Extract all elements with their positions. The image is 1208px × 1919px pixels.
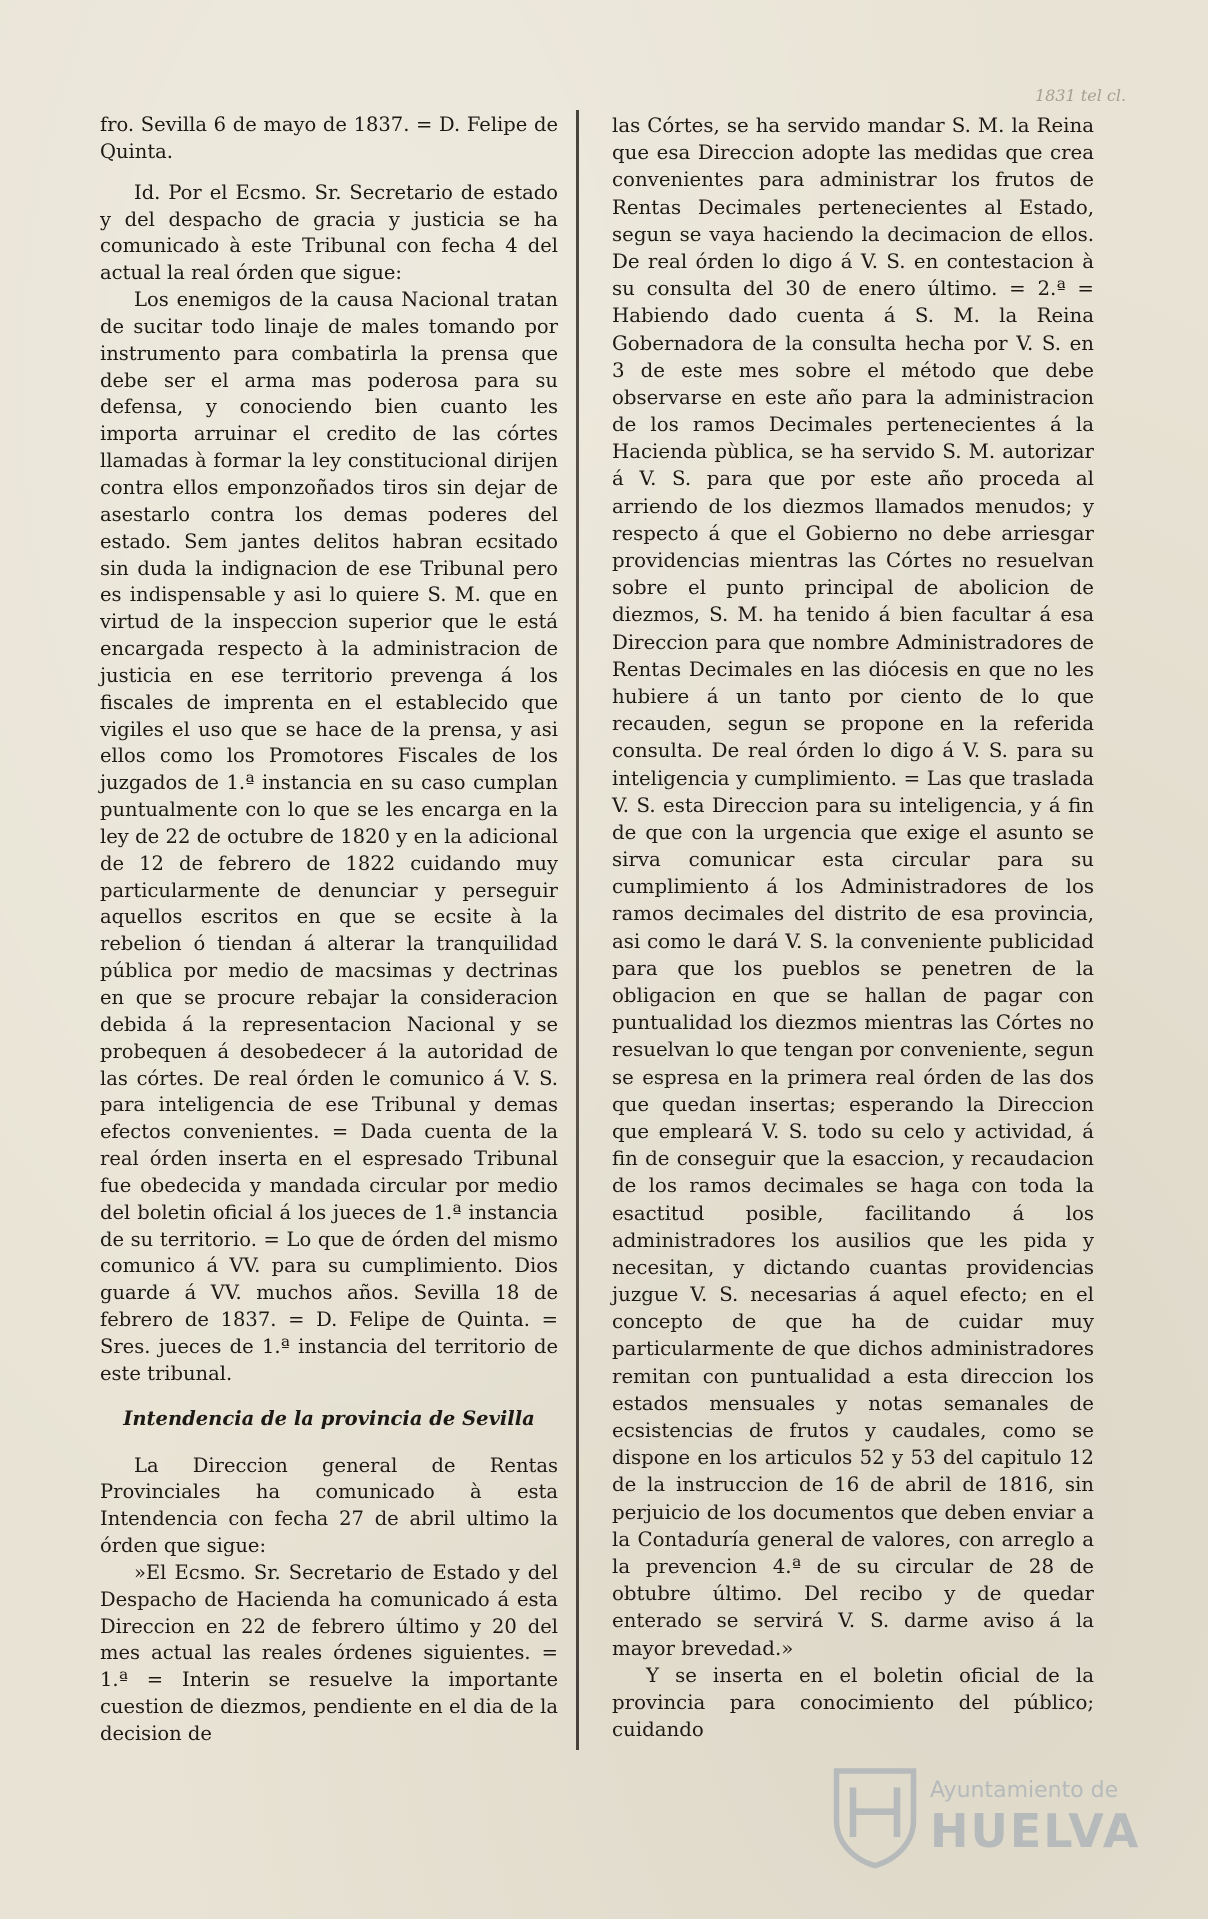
right-column: [612, 112, 1094, 1743]
paragraph: »El Ecsmo. Sr. Secretario de Estado y del Despacho de Hacienda ha comunicado á esta Direccion en 22 de febrero último y 20 del mes actual las reales órdenes siguientes. = 1.ª = Interin se resuelve la importante cuestion de diezmos, pendiente en el dia de la decision de: [100, 1560, 558, 1745]
paragraph: Y se inserta en el boletin oficial de la provincia para conocimiento del público; cuidando: [612, 1663, 1094, 1742]
paragraph: las Córtes, se ha servido mandar S. M. la Reina que esa Direccion adopte las medidas que crea convenientes para administrar los frutos de Rentas Decimales pertenecientes al Estado, segun se vaya haciendo la decimacion de ellos. De real órden lo digo á V. S. en contestacion à su consulta del 30 de enero último. = 2.ª = Habiendo dado cuenta á S. M. la Reina Gobernadora de la consulta hecha por V. S. en 3 de este mes sobre el método que debe observarse en este año para la administracion de los ramos Decimales pertenecientes á la Hacienda pùblica, se ha servido S. M. autorizar á V. S. para que por este año proceda al arriendo de los diezmos llamados menudos; y respecto á que el Gobierno no debe arriesgar providencias mientras las Córtes no resuelvan sobre el punto principal de abolicion de diezmos, S. M. ha tenido á bien facultar á esa Direccion para que nombre Administradores de Rentas Decimales en las diócesis en que no les hubiere á un tanto por ciento de lo que recauden, segun se propone en la referida consulta. De real órden lo digo á V. S. para su inteligencia y cumplimiento. = Las que traslada V. S. esta Direccion para su inteligencia, y á fin de que con la urgencia que exige el asunto se sirva comunicar esta circular para su cumplimiento á los Administradores de los ramos decimales del distrito de esa provincia, asi como le dará V. S. la conveniente publicidad para que los pueblos se penetren de la obligacion en que se hallan de pagar con puntualidad los diezmos mientras las Córtes no resuelvan lo que tengan por conveniente, segun se espresa en la primera real órden de las dos que quedan insertas; esperando la Direccion que empleará V. S. todo su celo y actividad, á fin de conseguir que la esaccion, y recaudacion de los ramos decimales se haga con toda la esactitud posible, facilitando á los administradores los ausilios que les pida y necesitan, y dictando cuantas providencias juzgue V. S. necesarias á aquel efecto; en el concepto de que ha de cuidar muy particularmente de que dichos administradores remitan con puntualidad a esta direccion los estados mensuales y notas semanales de ecsistencias de frutos y caudales, como se dispone en los articulos 52 y 53 del capitulo 12 de la instruccion de 16 de abril de 1816, sin perjuicio de los documentos que deben enviar a la Contaduría general de valores, con arreglo a la prevencion 4.ª de su circular de 28 de obtubre último. Del recibo y de quedar enterado se servirá V. S. darme aviso á la mayor brevedad.»: [612, 114, 1094, 1660]
coat-of-arms-icon: [820, 1760, 930, 1870]
paragraph: fro. Sevilla 6 de mayo de 1837. = D. Felipe de Quinta.: [100, 113, 558, 163]
column-divider: [576, 110, 579, 1750]
watermark: [820, 1760, 1140, 1870]
margin-note: 1831 tel cl.: [1035, 86, 1127, 105]
left-column: [100, 112, 558, 1748]
section-heading: Intendencia de la provincia de Sevilla: [123, 1406, 535, 1430]
paragraph: La Direccion general de Rentas Provinciales ha comunicado à esta Intendencia con fecha 27 de abril ultimo la órden que sigue:: [100, 1453, 558, 1558]
paragraph: Los enemigos de la causa Nacional tratan de sucitar todo linaje de males tomando por instrumento para combatirla la prensa que debe ser el arma mas poderosa para su defensa, y conociendo bien cuanto les importa arruinar el credito de las córtes llamadas à formar la ley constitucional dirijen contra ellos emponzoñados tiros sin dejar de asestarlo contra los demas poderes del estado. Sem jantes delitos habran ecsitado sin duda la indignacion de ese Tribunal pero es indispensable y asi lo quiere S. M. que en virtud de la inspeccion superior que le está encargada respecto à la administracion de justicia en ese territorio prevenga á los fiscales de imprenta en el establecido que vigiles el uso que se hace de la prensa, y asi ellos como los Promotores Fiscales de los juzgados de 1.ª instancia en su caso cumplan puntualmente con lo que se les encarga en la ley de 22 de octubre de 1820 y en la adicional de 12 de febrero de 1822 cuidando muy particularmente de denunciar y perseguir aquellos escritos en que se ecsite à la rebelion ó tiendan á alterar la tranquilidad pública por medio de macsimas y dectrinas en que se procure rebajar la consideracion debida á la representacion Nacional y se probequen á desobedecer á la autoridad de las córtes. De real órden le comunico á V. S. para inteligencia de ese Tribunal y demas efectos convenientes. = Dada cuenta de la real órden inserta en el espresado Tribunal fue obedecida y mandada circular por medio del boletin oficial á los jueces de 1.ª instancia de su territorio. = Lo que de órden del mismo comunico á VV. para su cumplimiento. Dios guarde á VV. muchos años. Sevilla 18 de febrero de 1837. = D. Felipe de Quinta. = Sres. jueces de 1.ª instancia del territorio de este tribunal.: [100, 288, 558, 1385]
watermark-line2: HUELVA: [930, 1804, 1141, 1858]
watermark-line1: Ayuntamiento de: [930, 1778, 1119, 1803]
paragraph: Id. Por el Ecsmo. Sr. Secretario de estado y del despacho de gracia y justicia se ha comunicado à este Tribunal con fecha 4 del actual la real órden que sigue:: [100, 180, 558, 285]
